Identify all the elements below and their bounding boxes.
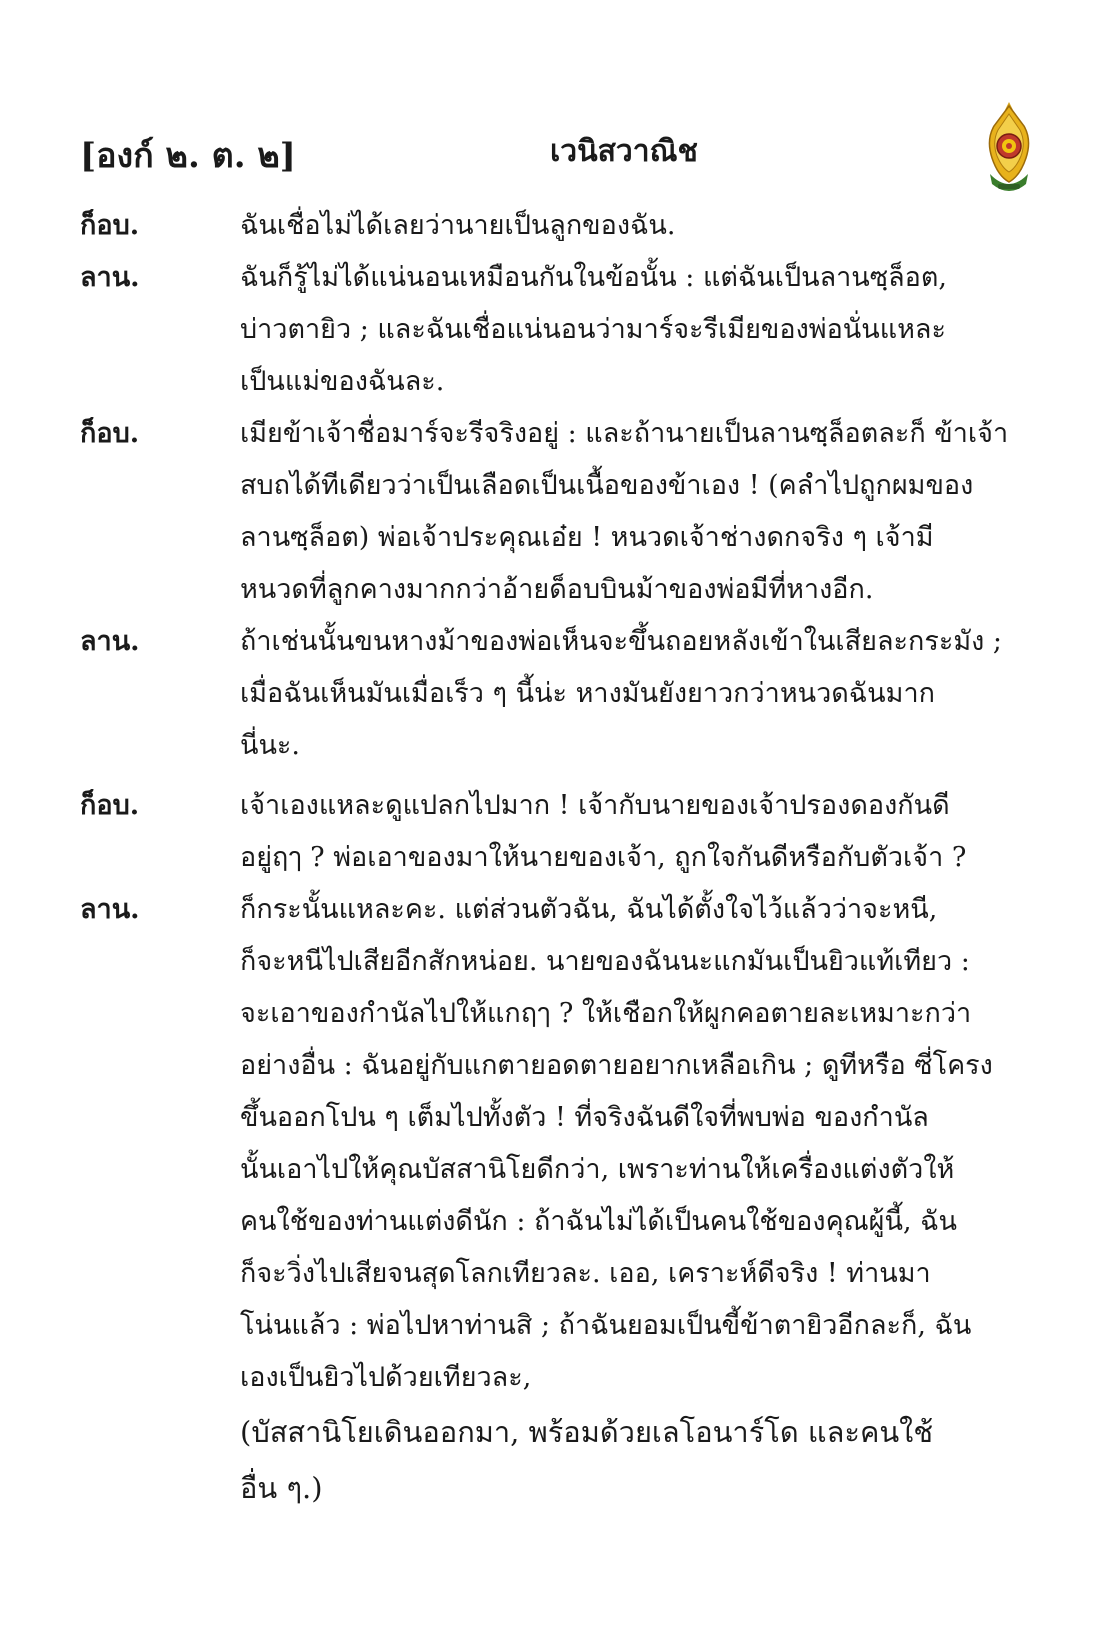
dialogue-line: นั้นเอาไปให้คุณบัสสานิโยดีกว่า, เพราะท่านให้เครื่องแต่งตัวให้ [240, 1154, 955, 1185]
page-title: เวนิสวาณิช [550, 134, 698, 169]
dialogue-line: หนวดที่ลูกคางมากกว่าอ้ายด็อบบินม้าของพ่อมีที่หางอีก. [240, 574, 874, 605]
dialogue-text [240, 408, 1050, 616]
dialogue-line: อยู่ฤๅ ? พ่อเอาของมาให้นายของเจ้า, ถูกใจกันดีหรือกับตัวเจ้า ? [240, 842, 967, 873]
royal-crest-emblem-icon [980, 100, 1038, 196]
dialogue-line: โน่นแล้ว : พ่อไปหาท่านสิ ; ถ้าฉันยอมเป็นขี้ข้าตายิวอีกละก็, ฉัน [240, 1310, 972, 1341]
dialogue-line: สบถได้ทีเดียวว่าเป็นเลือดเป็นเนื้อของข้าเอง ! (คลำไปถูกผมของ [240, 470, 974, 501]
dialogue-line: คนใช้ของท่านแต่งดีนัก : ถ้าฉันไม่ได้เป็นคนใช้ของคุณผู้นี้, ฉัน [240, 1206, 957, 1237]
dialogue-line: บ่าวตายิว ; และฉันเชื่อแน่นอนว่ามาร์จะรีเมียของพ่อนั่นแหละ [240, 314, 946, 345]
act-scene-reference: [องก์ ๒. ต. ๒] [80, 136, 296, 176]
dialogue-line: ก็จะหนีไปเสียอีกสักหน่อย. นายของฉันนะแกมันเป็นยิวแท้เทียว : [240, 946, 970, 977]
dialogue-entry [80, 616, 1050, 772]
dialogue-script [80, 200, 1050, 1516]
stage-direction-line: (บัสสานิโยเดินออกมา, พร้อมด้วยเลโอนาร์โด และคนใช้ [240, 1415, 934, 1449]
dialogue-line: เป็นแม่ของฉันละ. [240, 366, 445, 397]
stage-direction-text [240, 1404, 1050, 1516]
stage-direction-line: อื่น ๆ.) [240, 1471, 323, 1505]
speaker-name: ลาน. [80, 262, 140, 293]
dialogue-text [240, 884, 1050, 1404]
dialogue-entry [80, 408, 1050, 616]
dialogue-entry [80, 780, 1050, 884]
dialogue-line: ลานซฺล็อต) พ่อเจ้าประคุณเอ๋ย ! หนวดเจ้าช่างดกจริง ๆ เจ้ามี [240, 522, 934, 553]
dialogue-text [240, 200, 1050, 252]
dialogue-text [240, 252, 1050, 408]
dialogue-text [240, 780, 1050, 884]
page-header [80, 120, 1040, 196]
dialogue-line: เองเป็นยิวไปด้วยเทียวละ, [240, 1362, 532, 1393]
speaker-name: ลาน. [80, 894, 140, 925]
dialogue-line: ขึ้นออกโปน ๆ เต็มไปทั้งตัว ! ที่จริงฉันดีใจที่พบพ่อ ของกำนัล [240, 1102, 929, 1133]
speaker-name: ก็อบ. [80, 210, 140, 241]
dialogue-text [240, 616, 1050, 772]
dialogue-line: ก็กระนั้นแหละคะ. แต่ส่วนตัวฉัน, ฉันได้ตั้งใจไว้แล้วว่าจะหนี, [240, 894, 938, 925]
dialogue-line: ก็จะวิ่งไปเสียจนสุดโลกเทียวละ. เออ, เคราะห์ดีจริง ! ท่านมา [240, 1258, 931, 1289]
dialogue-entry [80, 252, 1050, 408]
speaker-name: ก็อบ. [80, 790, 140, 821]
speaker-name: ก็อบ. [80, 418, 140, 449]
dialogue-line: อย่างอื่น : ฉันอยู่กับแกตายอดตายอยากเหลือเกิน ; ดูทีหรือ ซี่โครง [240, 1050, 993, 1081]
dialogue-line: เมียข้าเจ้าชื่อมาร์จะรีจริงอยู่ : และถ้านายเป็นลานซฺล็อตละก็ ข้าเจ้า [240, 418, 1009, 449]
dialogue-line: เจ้าเองแหละดูแปลกไปมาก ! เจ้ากับนายของเจ้าปรองดองกันดี [240, 790, 950, 821]
stage-direction [80, 1404, 1050, 1516]
dialogue-entry [80, 884, 1050, 1404]
speaker-name: ลาน. [80, 626, 140, 657]
dialogue-line: นี่นะ. [240, 730, 300, 761]
dialogue-line: ฉันก็รู้ไม่ได้แน่นอนเหมือนกันในข้อนั้น : แต่ฉันเป็นลานซฺล็อต, [240, 262, 947, 293]
dialogue-line: เมื่อฉันเห็นมันเมื่อเร็ว ๆ นี้น่ะ หางมันยังยาวกว่าหนวดฉันมาก [240, 678, 935, 709]
dialogue-line: จะเอาของกำนัลไปให้แกฤๅ ? ให้เชือกให้ผูกคอตายละเหมาะกว่า [240, 998, 972, 1029]
dialogue-entry [80, 200, 1050, 252]
dialogue-line: ฉันเชื่อไม่ได้เลยว่านายเป็นลูกของฉัน. [240, 210, 676, 241]
dialogue-line: ถ้าเช่นนั้นขนหางม้าของพ่อเห็นจะขึ้นถอยหลังเข้าในเสียละกระมัง ; [240, 626, 1003, 657]
